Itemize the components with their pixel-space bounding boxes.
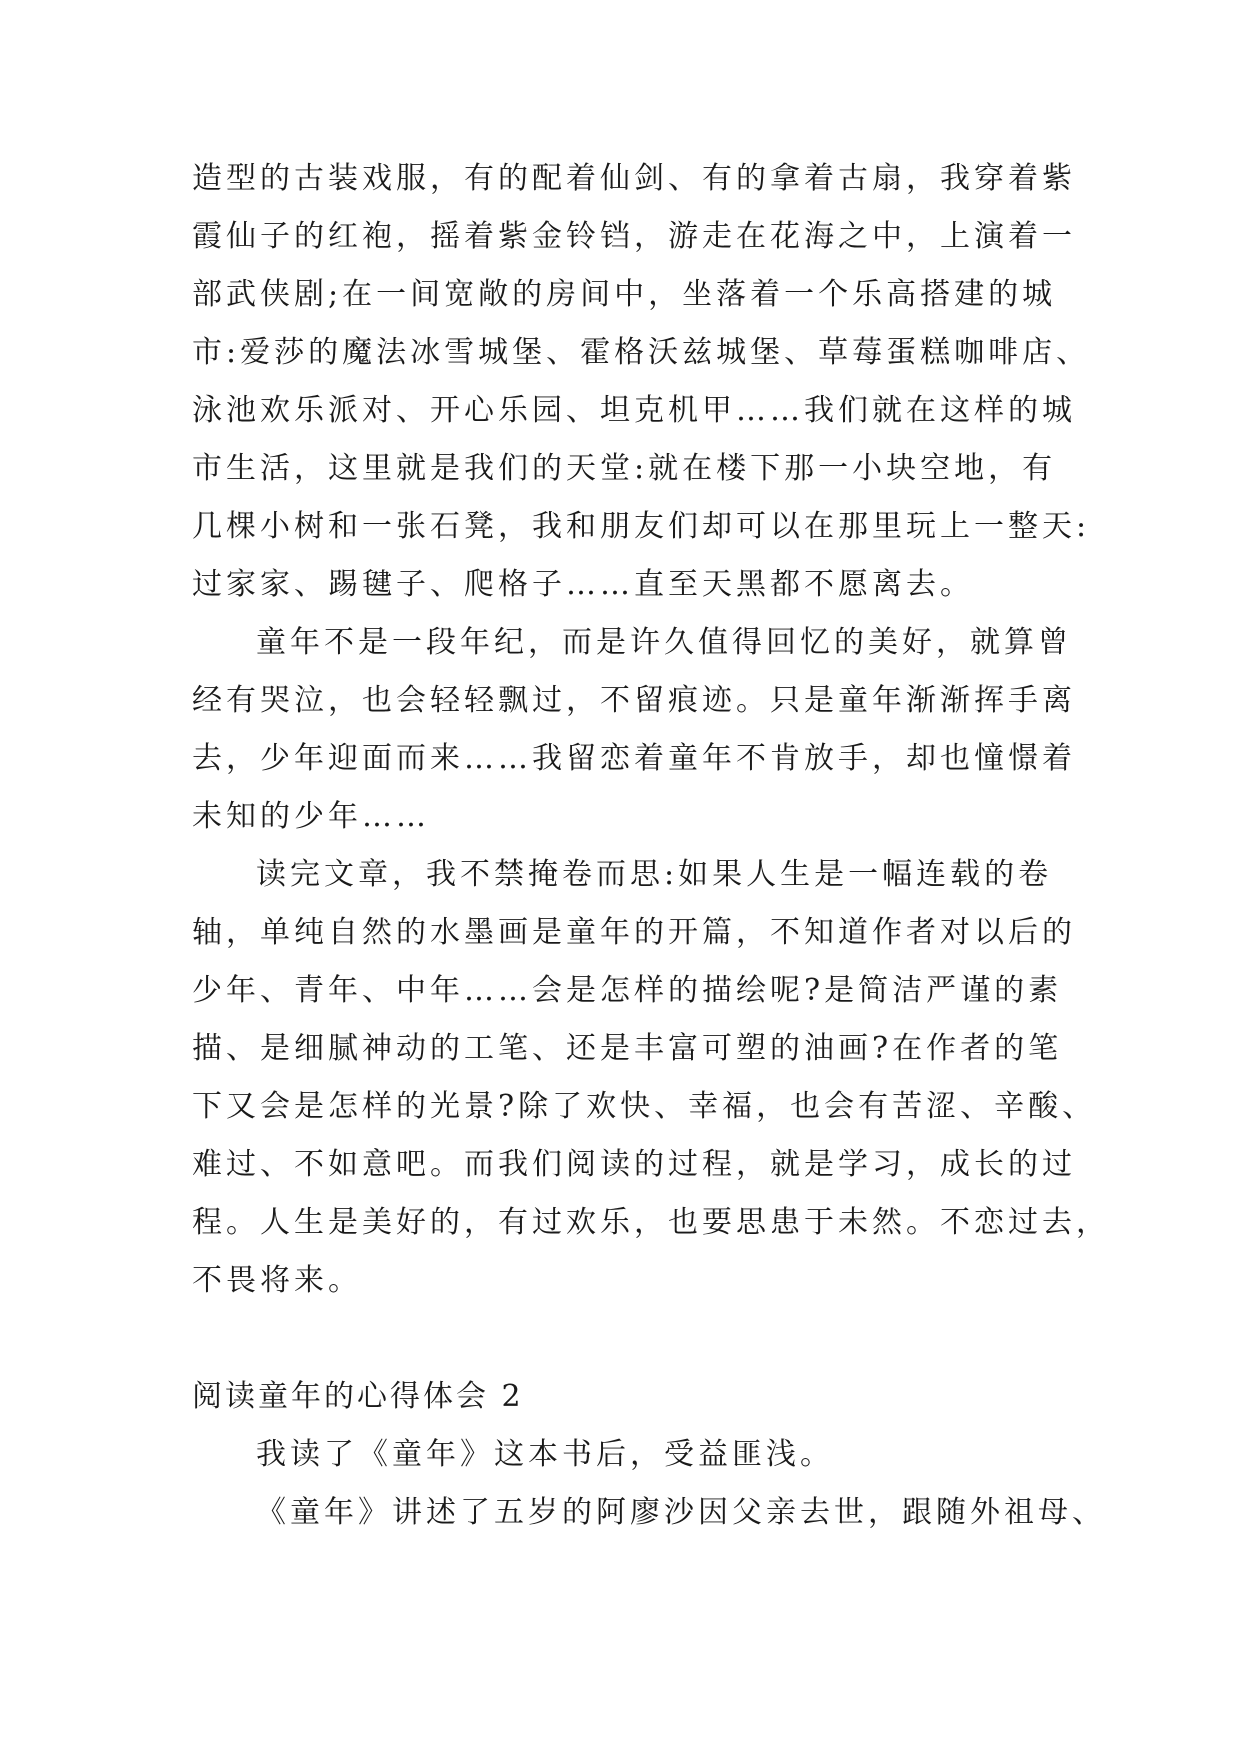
text-line: 难过、不如意吧。而我们阅读的过程，就是学习，成长的过 bbox=[192, 1147, 1076, 1182]
section-spacer bbox=[192, 1310, 1072, 1368]
text-line: 未知的少年…… bbox=[192, 799, 430, 834]
text-line: 不畏将来。 bbox=[192, 1263, 362, 1298]
text-line: 部武侠剧;在一间宽敞的房间中，坐落着一个乐高搭建的城 bbox=[192, 277, 1057, 312]
section-heading: 阅读童年的心得体会 2 bbox=[192, 1379, 524, 1414]
paragraph-reflection bbox=[192, 846, 1110, 1310]
text-line: 描、是细腻神动的工笔、还是丰富可塑的油画?在作者的笔 bbox=[192, 1031, 1063, 1066]
text-line: 轴，单纯自然的水墨画是童年的开篇，不知道作者对以后的 bbox=[192, 915, 1076, 950]
text-line: 市生活，这里就是我们的天堂:就在楼下那一小块空地，有 bbox=[192, 451, 1057, 486]
text-line: 下又会是怎样的光景?除了欢快、幸福，也会有苦涩、辛酸、 bbox=[192, 1089, 1097, 1124]
text-line: 程。人生是美好的，有过欢乐，也要思患于未然。不恋过去， bbox=[192, 1205, 1110, 1240]
text-line: 造型的古装戏服，有的配着仙剑、有的拿着古扇，我穿着紫 bbox=[192, 161, 1076, 196]
paragraph-summary bbox=[192, 1484, 1106, 1542]
text-line: 去，少年迎面而来……我留恋着童年不肯放手，却也憧憬着 bbox=[192, 741, 1076, 776]
document-page bbox=[192, 150, 1110, 1542]
text-line: 少年、青年、中年……会是怎样的描绘呢?是简洁严谨的素 bbox=[192, 973, 1063, 1008]
paragraph-continued bbox=[192, 150, 1091, 614]
text-line: 市:爱莎的魔法冰雪城堡、霍格沃兹城堡、草莓蛋糕咖啡店、 bbox=[192, 335, 1091, 370]
paragraph-childhood bbox=[192, 614, 1076, 846]
text-line: 《童年》讲述了五岁的阿廖沙因父亲去世，跟随外祖母、 bbox=[256, 1495, 1106, 1530]
text-line: 我读了《童年》这本书后，受益匪浅。 bbox=[256, 1437, 834, 1472]
text-line: 泳池欢乐派对、开心乐园、坦克机甲……我们就在这样的城 bbox=[192, 393, 1076, 428]
text-line: 霞仙子的红袍，摇着紫金铃铛，游走在花海之中，上演着一 bbox=[192, 219, 1076, 254]
paragraph-intro bbox=[192, 1426, 1072, 1484]
text-line: 过家家、踢毽子、爬格子……直至天黑都不愿离去。 bbox=[192, 567, 974, 602]
text-line: 几棵小树和一张石凳，我和朋友们却可以在那里玩上一整天: bbox=[192, 509, 1091, 544]
text-line: 读完文章，我不禁掩卷而思:如果人生是一幅连载的卷 bbox=[256, 857, 1053, 892]
text-line: 童年不是一段年纪，而是许久值得回忆的美好，就算曾 bbox=[256, 625, 1072, 660]
text-line: 经有哭泣，也会轻轻飘过，不留痕迹。只是童年渐渐挥手离 bbox=[192, 683, 1076, 718]
